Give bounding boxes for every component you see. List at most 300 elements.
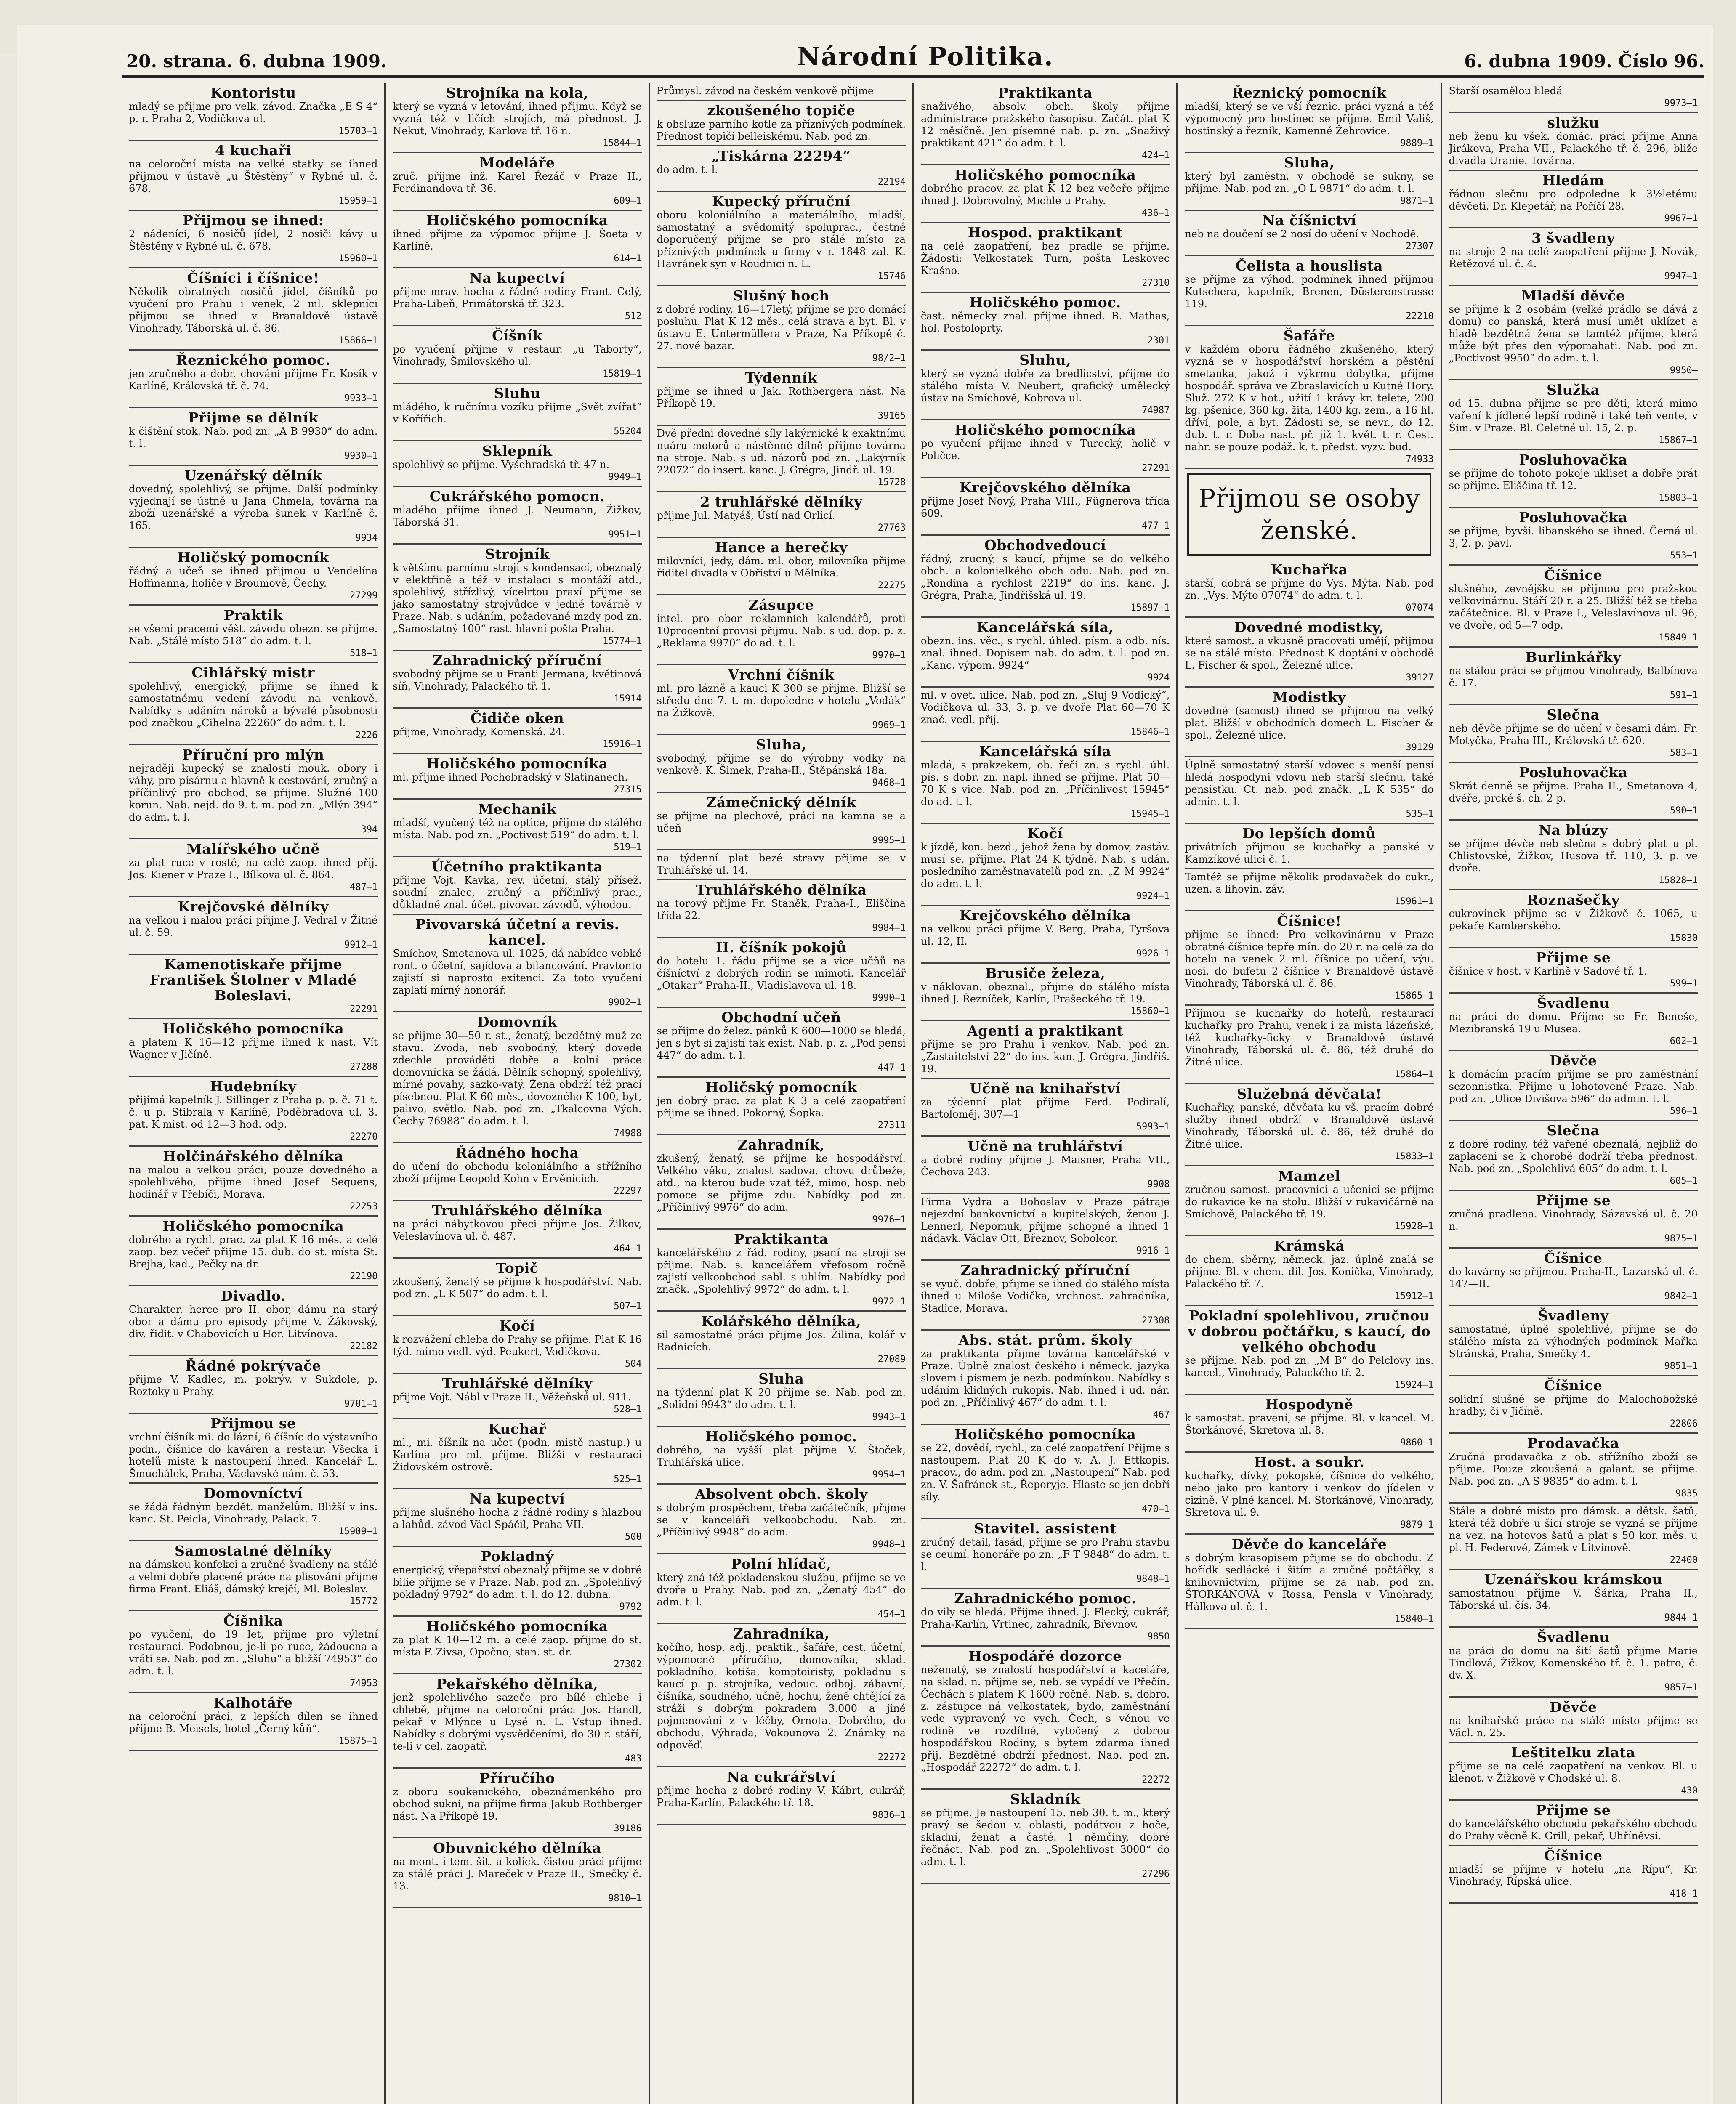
- ad-text: privátních přijmou se kuchařky a panské v Kamzíkové ulici č. 1.: [1185, 841, 1434, 865]
- classified-ad: [1185, 1166, 1433, 1236]
- ad-code: 9908: [1147, 1179, 1170, 1190]
- ad-text: vrchní číšník mi. do lázní, 6 číšníc do výstavního podn., číšnice do kaváren a restaur. Všecka i hotelů mista k nastoupení ihned. Kancelář L. Šmuchálek, Praha, Václavské nám. č. 53.: [129, 1431, 378, 1480]
- classified-ad: [921, 1331, 1170, 1425]
- ad-heading: 3 švadleny: [1531, 230, 1615, 246]
- ad-heading: Vrchní číšník: [728, 667, 835, 683]
- classified-ad: [1185, 256, 1433, 326]
- ad-heading: Přijme se: [1536, 1192, 1611, 1209]
- ad-code: 9875—1: [1664, 1233, 1698, 1244]
- classified-ad: [921, 1519, 1170, 1589]
- ad-code: 15916—1: [602, 739, 642, 749]
- classified-ad: [1449, 948, 1698, 994]
- classified-ad: [657, 101, 906, 146]
- ad-heading: Holičského pomocníka: [162, 1020, 344, 1037]
- ad-code: 464—1: [614, 1243, 642, 1254]
- ad-text: se vyuč. dobře, přijme se ihned do stálého místa ihned u Miloše Vodička, vrchnost. zahradníka, Stadice, Morava.: [920, 1278, 1170, 1314]
- ad-text: přijme se ihned: Pro velkovinárnu v Praze obratné číšnice tepře mín. do 20 r. na celé za do hotelu na venek 2 ml. číšnice po učení, výu. nosi. do bufetu 2 číšnice v Branaldově ústavě Vinohrady, Táborská ul. č. 86.: [1185, 929, 1434, 989]
- ad-code: 424—1: [1142, 150, 1170, 161]
- classified-ad: [1449, 508, 1698, 566]
- ad-code: 74987: [1142, 405, 1170, 416]
- classified-ad: [657, 880, 906, 938]
- ad-code: 9836—1: [872, 1810, 906, 1820]
- ad-text: k většímu parnímu stroji s kondensací, obeznalý v elektřině a též v instalaci s montáží atd., spolehlivý, střízlivý, vícelrtou praxí přijme se jako samostatný strojvůdce v jedné továrně v Praze. Nab. s udáním, požadované mzdy pod zn. „Samostatný 100“ rast. hlavní pošta Praha.: [393, 562, 642, 635]
- ad-text: mi. přijme ihned Pochobradský v Slatinanech.: [393, 771, 628, 783]
- classified-ad: [657, 286, 906, 368]
- ad-code: 27288: [350, 1062, 378, 1072]
- classified-ad: [1185, 688, 1433, 757]
- classified-ad: [1449, 286, 1698, 380]
- ad-text: na mont. i tem. šit. a kolick. čistou práci přijme za stálé práci J. Mareček v Praze II., Smečky č. 13.: [393, 1856, 642, 1892]
- classified-ad: [393, 384, 641, 441]
- ad-heading: Kontoristu: [210, 85, 296, 101]
- ad-code: 9851—1: [1664, 1361, 1698, 1371]
- ad-heading: Mechanik: [478, 801, 557, 817]
- column-4: [914, 83, 1178, 2104]
- column-6: [1442, 83, 1704, 2104]
- ad-heading: Uzenářský dělník: [184, 467, 322, 483]
- ad-heading: Domovník: [477, 1014, 558, 1030]
- ad-text: Stále a dobré místo pro dámsk. a dětsk. šatů, která též dobře u šicí stroje se vyzná se přijme na vez. na hotovos šatů a plat s 50 kor. měs. u pl. H. Federové, Zámek v Litvínově.: [1449, 1505, 1698, 1554]
- ad-code: 15846—1: [1130, 727, 1170, 737]
- classified-ad: [921, 223, 1170, 293]
- ad-code: 22270: [350, 1132, 378, 1142]
- classified-ad: [921, 618, 1170, 688]
- ad-text: s dobrým prospěchem, třeba začátečník, přijme se v kanceláři velkoobchodu. Nab. zn. „Příčinlivý 9948“ do adm.: [657, 1502, 906, 1538]
- ad-heading: Slečna: [1547, 707, 1600, 723]
- ad-text: k domácím pracím přijme se pro zaměstnání sezonnistka. Přijme u lohotovené Praze. Nab. pod zn. „Ulice Divišova 596“ do admin. t. l.: [1449, 1068, 1698, 1105]
- classified-ad: [129, 548, 378, 606]
- ad-text: ihned přijme za výpomoc přijme J. Šoeta v Karlíně.: [393, 228, 642, 252]
- ad-heading: Dovedné modistky,: [1234, 619, 1384, 635]
- classified-ad: [1185, 618, 1433, 688]
- ad-code: 9857—1: [1664, 1682, 1698, 1693]
- classified-ad: [1185, 1084, 1433, 1166]
- classified-ad: [393, 1374, 641, 1419]
- classified-ad: [657, 1078, 906, 1135]
- classified-ad: [1185, 757, 1433, 824]
- ad-text: Smíchov, Smetanova ul. 1025, dá nabídce vobké ront. o účetní, sajídova a bilancování. Pravtonto zajistí si naprosto exitenci. Za toto vyučení zaplatí mírný honorář.: [393, 948, 642, 996]
- ad-text: ml. v ovet. ulice. Nab. pod zn. „Sluj 9 Vodický“, Vodičkova ul. 33, 3. p. ve dvoře Plat 60—70 K znač. vedl. příj.: [920, 689, 1170, 725]
- ad-code: 9967—1: [1664, 213, 1698, 224]
- ad-code: 9976—1: [872, 1214, 906, 1225]
- ad-code: 15914: [614, 693, 642, 704]
- ad-text: k jízdě, kon. bezd., jehož žena by domov, zastáv. musí se, přijme. Plat 24 K týdně. Nab. s udán. posledního zaměstnavatelů pod zn. „Z M 9924“ do adm. t. l.: [920, 841, 1170, 890]
- page-number-date: 20. strana. 6. dubna 1909.: [126, 51, 387, 72]
- ad-code: 599—1: [1670, 978, 1698, 989]
- ad-code: 9871—1: [1400, 196, 1434, 206]
- ad-heading: Služebná děvčata!: [1236, 1086, 1382, 1102]
- ad-heading: Kočí: [499, 1318, 535, 1334]
- ad-heading: Příručího: [479, 1770, 555, 1786]
- classified-ad: [129, 1484, 378, 1541]
- ad-heading: Absolvent obch. školy: [695, 1486, 868, 1502]
- ad-code: 9970—1: [872, 650, 906, 661]
- classified-ad: [129, 955, 378, 1019]
- ad-heading: Kamenotiskaře přijme František Štolner v Mladé Boleslavi.: [149, 956, 357, 1004]
- classified-ad: [393, 800, 641, 857]
- classified-ad: [129, 663, 378, 745]
- classified-ad: [1449, 1504, 1698, 1570]
- ad-heading: Krejčovského dělníka: [959, 479, 1131, 496]
- ad-text: mladší se přijme v hotelu „na Rípu“, Kr. Vinohrady, Řípská ulice.: [1449, 1863, 1698, 1887]
- ad-heading: Řeznický pomocník: [1232, 85, 1387, 101]
- classified-ad: [129, 211, 378, 268]
- ad-heading: Číšnice: [1544, 1250, 1603, 1266]
- ad-text: na dámskou konfekci a zručné švadleny na stálé a velmi dobře placené práce na plisování přijme firma Frant. Eliáš, dámský krejčí, Ml. Boleslav.: [129, 1559, 378, 1595]
- ad-text: zruč. přijme inž. Karel Řezáč v Praze II., Ferdinandova tř. 36.: [393, 170, 642, 194]
- classified-ad: [393, 545, 641, 651]
- ad-code: 15840—1: [1394, 1614, 1434, 1624]
- classified-ad: [1449, 450, 1698, 508]
- ad-text: Kuchařky, panské, děvčata ku vš. pracím dobré služby ihned obdrží v Branaldově ústavě Vinohrady, Táborská ul. č. 86, též druhé do Žitné ulice.: [1185, 1102, 1434, 1150]
- ad-code: 596—1: [1670, 1106, 1698, 1116]
- ad-code: 9990—1: [872, 993, 906, 1003]
- classified-ad: [1185, 1453, 1433, 1535]
- ad-heading: Zahradnický příruční: [432, 652, 602, 669]
- ad-text: nejraději kupecký se znalostí mouk. obory i váhy, pro písárnu a hlavně k cestování, zručný a příčinlivý pro obchod, se přijme. Služné 100 korun. Nab. nejd. do 9. t. m. pod zn. „Mlýn 394“ do adm. t. l.: [129, 762, 378, 823]
- ad-text: přijme Jul. Matyáš, Ústí nad Orlicí.: [657, 510, 835, 521]
- ad-heading: Truhlářské dělníky: [442, 1375, 593, 1392]
- ad-heading: Služka: [1547, 382, 1600, 398]
- classified-ad: [1449, 1846, 1698, 1904]
- ad-heading: Agenti a praktikant: [967, 1023, 1124, 1039]
- ad-code: 9924: [1147, 672, 1170, 683]
- classified-ad: [1449, 1698, 1698, 1743]
- classified-ad: [921, 478, 1170, 536]
- ad-heading: Číšnice: [1544, 1377, 1603, 1394]
- ad-text: mladší, vyučený též na optice, přijme do stálého místa. Nab. pod zn. „Poctivost 519“ do adm. t. l.: [393, 817, 642, 841]
- classified-ad: [393, 211, 641, 268]
- classified-ad: [921, 1647, 1170, 1790]
- classified-ad: [657, 1554, 906, 1624]
- ad-heading: Holičského pomocníka: [954, 1426, 1136, 1443]
- ad-heading: Hospodyně: [1265, 1396, 1353, 1413]
- classified-ad: [1449, 1801, 1698, 1846]
- ad-code: 9943—1: [872, 1412, 906, 1422]
- ad-code: 9930—1: [344, 451, 378, 461]
- classified-ad: [393, 268, 641, 326]
- ad-code: 9810—1: [608, 1893, 642, 1904]
- ad-code: 27310: [1142, 278, 1170, 288]
- ad-code: 9916—1: [1136, 1246, 1170, 1256]
- ad-code: 15819—1: [602, 369, 642, 379]
- ad-heading: Přijme se: [1536, 1802, 1611, 1818]
- ad-text: samostatnou přijme V. Šárka, Praha II., Táborská ul. čís. 34.: [1449, 1587, 1698, 1611]
- classified-ad: [129, 1693, 378, 1751]
- ad-text: intel. pro obor reklamních kalendářů, proti 10procentní provisi přijmu. Nab. s ud. dop. p. z. „Reklama 9970“ do ad. t. l.: [657, 613, 906, 649]
- ad-code: 98/2—1: [872, 353, 906, 364]
- ad-code: 9844—1: [1664, 1613, 1698, 1623]
- classified-ad: [921, 1137, 1170, 1194]
- classified-ad: [921, 1790, 1170, 1884]
- ad-code: 22297: [614, 1186, 642, 1196]
- classified-ad: [921, 1589, 1170, 1647]
- ad-text: samostatné, úplně spolehlivé, přijme se do stálého místa za výhodných podmínek Mařka Stránská, Praha, Smečky 4.: [1449, 1323, 1698, 1360]
- ad-text: cukrovinek přijme se v Žižkově č. 1065, u pekaře Kamberského.: [1449, 908, 1698, 932]
- ad-code: 9949—1: [608, 472, 642, 482]
- classified-ad: [657, 793, 906, 850]
- ad-code: 9842—1: [1664, 1291, 1698, 1302]
- ad-code: 74988: [614, 1128, 642, 1139]
- ad-text: přijme Vojt. Nábl v Praze II., Věžeňská ul. 911.: [393, 1391, 631, 1403]
- ad-heading: Kočí: [1027, 825, 1063, 842]
- classified-ad: [921, 1194, 1170, 1261]
- ad-text: do kancelářského obchodu pekařského obchodu do Prahy věcně K. Grill, pekař, Uhříněvsi.: [1449, 1818, 1698, 1842]
- ad-text: a dobré rodiny přijme J. Maisner, Praha VII., Čechova 243.: [920, 1154, 1170, 1178]
- ad-code: 07074: [1406, 603, 1434, 613]
- ad-code: 22194: [877, 177, 906, 187]
- classified-ad: [1449, 1434, 1698, 1504]
- ad-code: 22272: [1142, 1775, 1170, 1785]
- ad-text: spolehlivý, energický, přijme se ihned k samostatnému vedení závodu na venkově. Nabídky s udáním nároků a bývalé působnosti pod značkou „Cihelna 22260“ do adm. t. l.: [129, 680, 378, 729]
- ad-text: který zná též pokladenskou službu, přijme se ve dvoře u Prahy. Nab. pod zn. „Ženatý 454“ do adm. t. l.: [657, 1572, 906, 1608]
- ad-text: s dobrým krasopisem přijme se do obchodu. Z hořídk sedlácké i šitím a zručné počtářky, s knihovnictvím, přijme se za nab. pod zn. ŠTORKÁNOVÁ v Rossa, Pensla v Vinohrady, Hálkova ul. č. 1.: [1185, 1552, 1434, 1613]
- ad-code: 22400: [1670, 1555, 1698, 1565]
- ad-code: 22253: [350, 1201, 378, 1212]
- classified-ad: [1449, 994, 1698, 1051]
- newspaper-page: [17, 25, 1713, 2104]
- ad-heading: Stavitel. assistent: [974, 1520, 1117, 1537]
- ad-code: 477—1: [1142, 521, 1170, 531]
- classified-ad: [921, 420, 1170, 478]
- ad-code: 591—1: [1670, 690, 1698, 701]
- ad-text: přijme mrav. hocha z řádné rodiny Frant. Celý, Praha-Libeň, Primátorská tř. 323.: [393, 286, 642, 310]
- ad-code: 609—1: [614, 196, 642, 206]
- ad-text: do kavárny se přijmou. Praha-II., Lazarská ul. č. 147—II.: [1449, 1266, 1698, 1290]
- classified-ad: [657, 938, 906, 1008]
- classified-ad: [921, 1425, 1170, 1519]
- ad-code: 525—1: [614, 1474, 642, 1485]
- ad-code: 512: [625, 311, 642, 321]
- classified-ad: [129, 268, 378, 351]
- ad-text: čast. německy znal. přijme ihned. B. Mathas, hol. Postoloprty.: [920, 310, 1170, 334]
- classified-ad: [657, 850, 906, 880]
- ad-heading: Sluhu: [494, 385, 541, 401]
- ad-code: 27763: [877, 523, 906, 533]
- ad-heading: Čelista a houslista: [1235, 258, 1383, 274]
- ad-code: 15830: [1670, 933, 1698, 943]
- ad-text: kancelářského z řád. rodiny, psaní na stroji se přijme. Nab. s. kancelářem vřefosom ročně zajistí velkoobchod sabl. s uhlím. Nabídky pod značk. „Spolehlivý 9972“ do adm. t. l.: [657, 1247, 906, 1295]
- ad-text: který se vyzná dobře za bredlicstvi, přijme do stálého místa V. Neubert, grafický umělecký ústav na Smíchově, Kobrova ul.: [920, 368, 1170, 404]
- ad-code: 519—1: [614, 842, 642, 853]
- ad-text: a platem K 16—12 přijme ihned k nast. Vít Wagner v Jičíně.: [129, 1036, 378, 1060]
- ad-heading: Učně na truhlářství: [968, 1138, 1123, 1154]
- ad-heading: Cihlářský mistr: [191, 664, 315, 681]
- classified-ad: [129, 1217, 378, 1286]
- ad-text: zručná pradlena. Vinohrady, Sázavská ul. č. 20 n.: [1449, 1208, 1698, 1232]
- ad-heading: Krejčovské dělníky: [178, 898, 329, 915]
- ad-code: 602—1: [1670, 1036, 1698, 1047]
- classified-ad: [1449, 763, 1698, 821]
- classified-ad: [393, 441, 641, 487]
- classified-ad: [129, 1019, 378, 1077]
- ad-heading: Holičského pomocníka: [162, 1218, 344, 1234]
- ad-code: 15844—1: [602, 138, 642, 149]
- ad-heading: Do lepších domů: [1242, 825, 1376, 842]
- ad-text: z oboru soukenického, obeznámenkého pro obchod sukni, na přijme firma Jakub Rothberger nást. Na Příkopě 19.: [393, 1786, 642, 1822]
- ad-code: 15959—1: [338, 196, 378, 206]
- ad-text: se přijme 30—50 r. st., ženatý, bezdětný muž ze stavu. Zvoda, neb svobodný, který dovede zdechle prováděti dobře a kolní práce domovnícka se žádá. Dělník schopný, spolehlivý, mírné povahy, sazko-vatý. Žena obdrží též prací písebnou. Plat K 60 měs., dovozného K 100, byt, palivo, světlo. Nab. pod zn. „Tkalcovna Vých. Čechy 76988“ do adm. t. l.: [393, 1030, 642, 1127]
- ad-code: 27315: [614, 784, 642, 795]
- classified-ad: [657, 1624, 906, 1767]
- ad-code: 9468—1: [872, 778, 906, 788]
- classified-ad: [1449, 566, 1698, 648]
- ad-heading: Slečna: [1547, 1122, 1600, 1139]
- ad-heading: „Tiskárna 22294“: [711, 148, 851, 164]
- classified-ad: [129, 1286, 378, 1356]
- ad-text: Firma Vydra a Bohoslav v Praze pátraje nejezdní bankovnictví a kupitelských, ženou J. Lennerl, Nepomuk, přijme schopné a ihned 1 nádavk. Václav Ott, Březnov, Sobolcor.: [920, 1196, 1170, 1244]
- ad-text: dobrého pracov. za plat K 12 bez večeře přijme ihned J. Dobrovolný, Michle u Prahy.: [920, 183, 1170, 207]
- ad-heading: Sklepník: [482, 443, 553, 459]
- ad-heading: Holičský pomocník: [705, 1079, 857, 1095]
- ad-code: 15860—1: [1130, 1006, 1170, 1017]
- ad-code: 2301: [1147, 335, 1170, 346]
- ad-code: 436—1: [1142, 208, 1170, 218]
- ad-text: se přijme na plechové, práci na kamna se a učeň: [657, 810, 906, 834]
- classified-ad: [393, 153, 641, 211]
- ad-text: z dobré rodiny, též vařené obeznalá, nejbliž do zaplaceni se k chorobě dodrží třeba přednost. Nab. pod zn. „Spolehlivá 605“ do adm. t. l.: [1449, 1138, 1698, 1174]
- ad-heading: Přijmou se ihned:: [182, 212, 324, 228]
- classified-ad: [657, 426, 906, 492]
- classified-ad: [393, 915, 641, 1012]
- ad-code: 22275: [877, 580, 906, 591]
- classified-ad: [1449, 1306, 1698, 1376]
- ad-text: se 22, dovědí, rychl., za celé zaopatření Přijme s nastoupem. Plat 20 K do v. A. J. Ettkopis. pracov., do adm. pod zn. „Nastoupení“ Nab. pod zn. V. Šafránek st., Řeporyje. Hlaste se jen dobří síly.: [920, 1442, 1170, 1503]
- ad-heading: Sluha,: [756, 736, 807, 753]
- classified-ad: [1449, 1051, 1698, 1121]
- classified-ad: [657, 1230, 906, 1312]
- ad-code: 504: [625, 1359, 642, 1369]
- ad-text: kuchařky, dívky, pokojské, číšnice do velkého, nebo jako pro kantory i venkov do jídelen v cizině. V plné kancel. M. Storkánové, Vinohrady, Skretova ul. 9.: [1185, 1470, 1434, 1518]
- ad-text: do učení do obchodu koloniálního a střížního zboží přijme Leopold Kohn v Ervěnicích.: [393, 1161, 642, 1185]
- ad-heading: Mamzel: [1278, 1168, 1341, 1184]
- ad-heading: Abs. stát. prům. školy: [958, 1332, 1132, 1348]
- ad-heading: Zahradnického pomoc.: [954, 1590, 1137, 1607]
- classified-ad: [921, 1261, 1170, 1331]
- ad-text: dobrého, na vyšší plat přijme V. Štoček, Truhlářská ulice.: [657, 1444, 906, 1468]
- ad-text: který se vyzná v letování, ihned přijmu. Když se vyzná též v ličích strojích, má přednost. J. Nekut, Vinohrady, Karlova tř. 16 n.: [393, 101, 642, 137]
- ad-code: 5993—1: [1136, 1121, 1170, 1132]
- ad-text: se přijme, byvši. libanského se ihned. Černá ul. 3, 2. p. pavl.: [1449, 525, 1698, 549]
- ad-code: 55204: [614, 426, 642, 437]
- ad-text: za plat K 10—12 m. a celé zaop. přijme do st. místa F. Zivsa, Opočno, stan. st. dr.: [393, 1634, 642, 1658]
- ad-heading: Divadlo.: [221, 1288, 286, 1304]
- classified-ad: [129, 745, 378, 839]
- ad-code: 27296: [1142, 1869, 1170, 1879]
- ad-heading: Cukrářského pomocn.: [429, 488, 605, 505]
- ad-text: Několik obratných nosičů jídel, číšníků po vyučení pro Prahu i venek, 2 ml. sklepníci přijmou se ihned v Branaldově ústavě Vinohrady, Táborská ul. č. 86.: [129, 286, 378, 334]
- ad-code: 9973—1: [1664, 98, 1698, 109]
- ad-heading: Pokladní spolehlivou, zručnou v dobrou počtářku, s kaucí, do velkého obchodu: [1188, 1307, 1431, 1355]
- classified-ad: [657, 192, 906, 286]
- ad-code: 15960—1: [338, 253, 378, 264]
- ad-code: 27089: [877, 1354, 906, 1365]
- ad-heading: Číšník: [492, 327, 542, 344]
- ad-heading: Strojníka na kola,: [446, 85, 589, 101]
- classified-ad: [129, 1147, 378, 1217]
- classified-ad: [657, 735, 906, 793]
- ad-heading: Krámská: [1273, 1238, 1345, 1254]
- ad-heading: Číšnice!: [1277, 913, 1342, 929]
- ad-heading: Hance a herečky: [715, 539, 848, 555]
- ad-code: 9969—1: [872, 720, 906, 731]
- ad-text: zkoušený, ženatý se přijme k hospodářství. Nab. pod zn. „L K 507“ do adm. t. l.: [393, 1276, 642, 1300]
- classified-ad: [657, 1767, 906, 1825]
- ad-heading: Přijme se dělník: [188, 409, 319, 426]
- classified-ad: [1185, 326, 1433, 469]
- classified-ad: [657, 492, 906, 538]
- ad-code: 15867—1: [1659, 435, 1698, 446]
- ad-heading: Řádné pokrývače: [185, 1358, 322, 1374]
- ad-heading: Kuchař: [488, 1421, 546, 1437]
- column-3: [650, 83, 914, 2104]
- ad-heading: Slušný hoch: [733, 287, 829, 304]
- ad-code: 15849—1: [1659, 632, 1698, 643]
- ad-code: 9947—1: [1664, 271, 1698, 282]
- ad-code: 22182: [350, 1341, 378, 1352]
- classified-ad: [657, 1008, 906, 1078]
- ad-heading: Modistky: [1272, 689, 1346, 705]
- ad-text: mládého, k ručnímu vozíku přijme „Svět zvířat“ v Kořířich.: [393, 401, 642, 425]
- ad-heading: Domovníctví: [203, 1485, 303, 1501]
- ad-heading: služku: [1547, 114, 1600, 131]
- classified-ad: [393, 1316, 641, 1374]
- ad-heading: 2 truhlářské dělníky: [700, 494, 863, 510]
- classified-ad: [657, 1369, 906, 1427]
- ad-code: 39165: [877, 411, 906, 421]
- classified-ad: [393, 1143, 641, 1201]
- ad-text: slušného, zevnějšku se přijmou pro pražskou velkovinárnu. Stáří 20 r. a 25. Bližší též se třeba začátečnice. Bl. v Praze I., Veleslavínova ul. 96, ve dvoře, od 5—7 odp.: [1449, 583, 1698, 631]
- ad-text: svobodný, přijme se do výrobny vodky na venkově. K. Šimek, Praha-II., Štěpánská 18a.: [657, 752, 906, 776]
- ad-text: zručnou samost. pracovnici a učenici se příjme do rukavice ke na stolu. Bližší v rukavičárně na Smíchově, Palackého tř. 19.: [1185, 1184, 1434, 1220]
- classified-ad: [129, 408, 378, 466]
- ad-heading: Holičský pomocník: [177, 549, 329, 566]
- classified-ad: [393, 1489, 641, 1547]
- ad-code: 15746: [877, 271, 906, 282]
- ad-code: 483: [625, 1753, 642, 1764]
- ad-code: 39186: [614, 1823, 642, 1834]
- ad-code: 22190: [350, 1271, 378, 1282]
- classified-ad: [657, 595, 906, 665]
- classified-ad: [1185, 1535, 1433, 1629]
- ad-text: starší, dobrá se přijme do Vys. Mýta. Nab. pod zn. „Vys. Mýto 07074“ do adm. t. l.: [1185, 577, 1434, 601]
- ad-code: 15865—1: [1394, 991, 1434, 1001]
- classified-ad: [129, 1611, 378, 1693]
- ad-heading: Přijmou se osoby ženské.: [1198, 484, 1420, 545]
- ad-code: 507—1: [614, 1301, 642, 1312]
- ad-code: 605—1: [1670, 1176, 1698, 1186]
- ad-code: 418—1: [1670, 1889, 1698, 1899]
- ad-text: na malou a velkou práci, pouze dovedného a spolehlivého, přijme ihned Josef Sequens, hodinář v Třebíči, Morava.: [129, 1164, 378, 1200]
- ad-heading: Holičského pomoc.: [969, 294, 1121, 311]
- ad-text: k obsluze parního kotle za příznivých podmínek. Přednost topičí belleiskému. Nab. pod zn.: [657, 118, 906, 142]
- masthead: [17, 25, 1713, 72]
- classified-ad: [657, 1427, 906, 1485]
- ad-text: Úplně samostatný starší vdovec s menší pensí hledá hospodyni vdovu neb starší slečnu, také pensistku. Ct. nab. pod značk. „L K 535“ do admin. t. l.: [1185, 759, 1434, 808]
- ad-text: na velkou práci přijme V. Berg, Praha, Tyršova ul. 12, II.: [920, 923, 1170, 947]
- ad-code: 15864—1: [1394, 1069, 1434, 1080]
- ad-text: energický, vřepařství obeznalý přijme se v dobré bilie přijme se v Praze. Nab. pod zn. „Spolehlivý pokladný 9792“ do adm. t. l. do 12. dubna.: [393, 1564, 642, 1600]
- ad-text: do adm. t. l.: [657, 164, 718, 175]
- ad-text: do vily se hledá. Přijme ihned. J. Flecký, cukrář, Praha-Karlín, Vrtinec, zahradník, Břevnov.: [920, 1606, 1170, 1630]
- classified-ad: [1449, 1121, 1698, 1191]
- classified-ad: [1449, 1249, 1698, 1306]
- classified-ad: [657, 665, 906, 735]
- classified-ad: [393, 1419, 641, 1489]
- ad-heading: Obchodvedoucí: [984, 537, 1106, 553]
- classified-ad: [657, 368, 906, 426]
- ad-text: ml., mi. číšník na učet (podn. mistě nastup.) u Karlína pro ml. přijme. Bližší v restauraci Židovském ostrově.: [393, 1437, 642, 1473]
